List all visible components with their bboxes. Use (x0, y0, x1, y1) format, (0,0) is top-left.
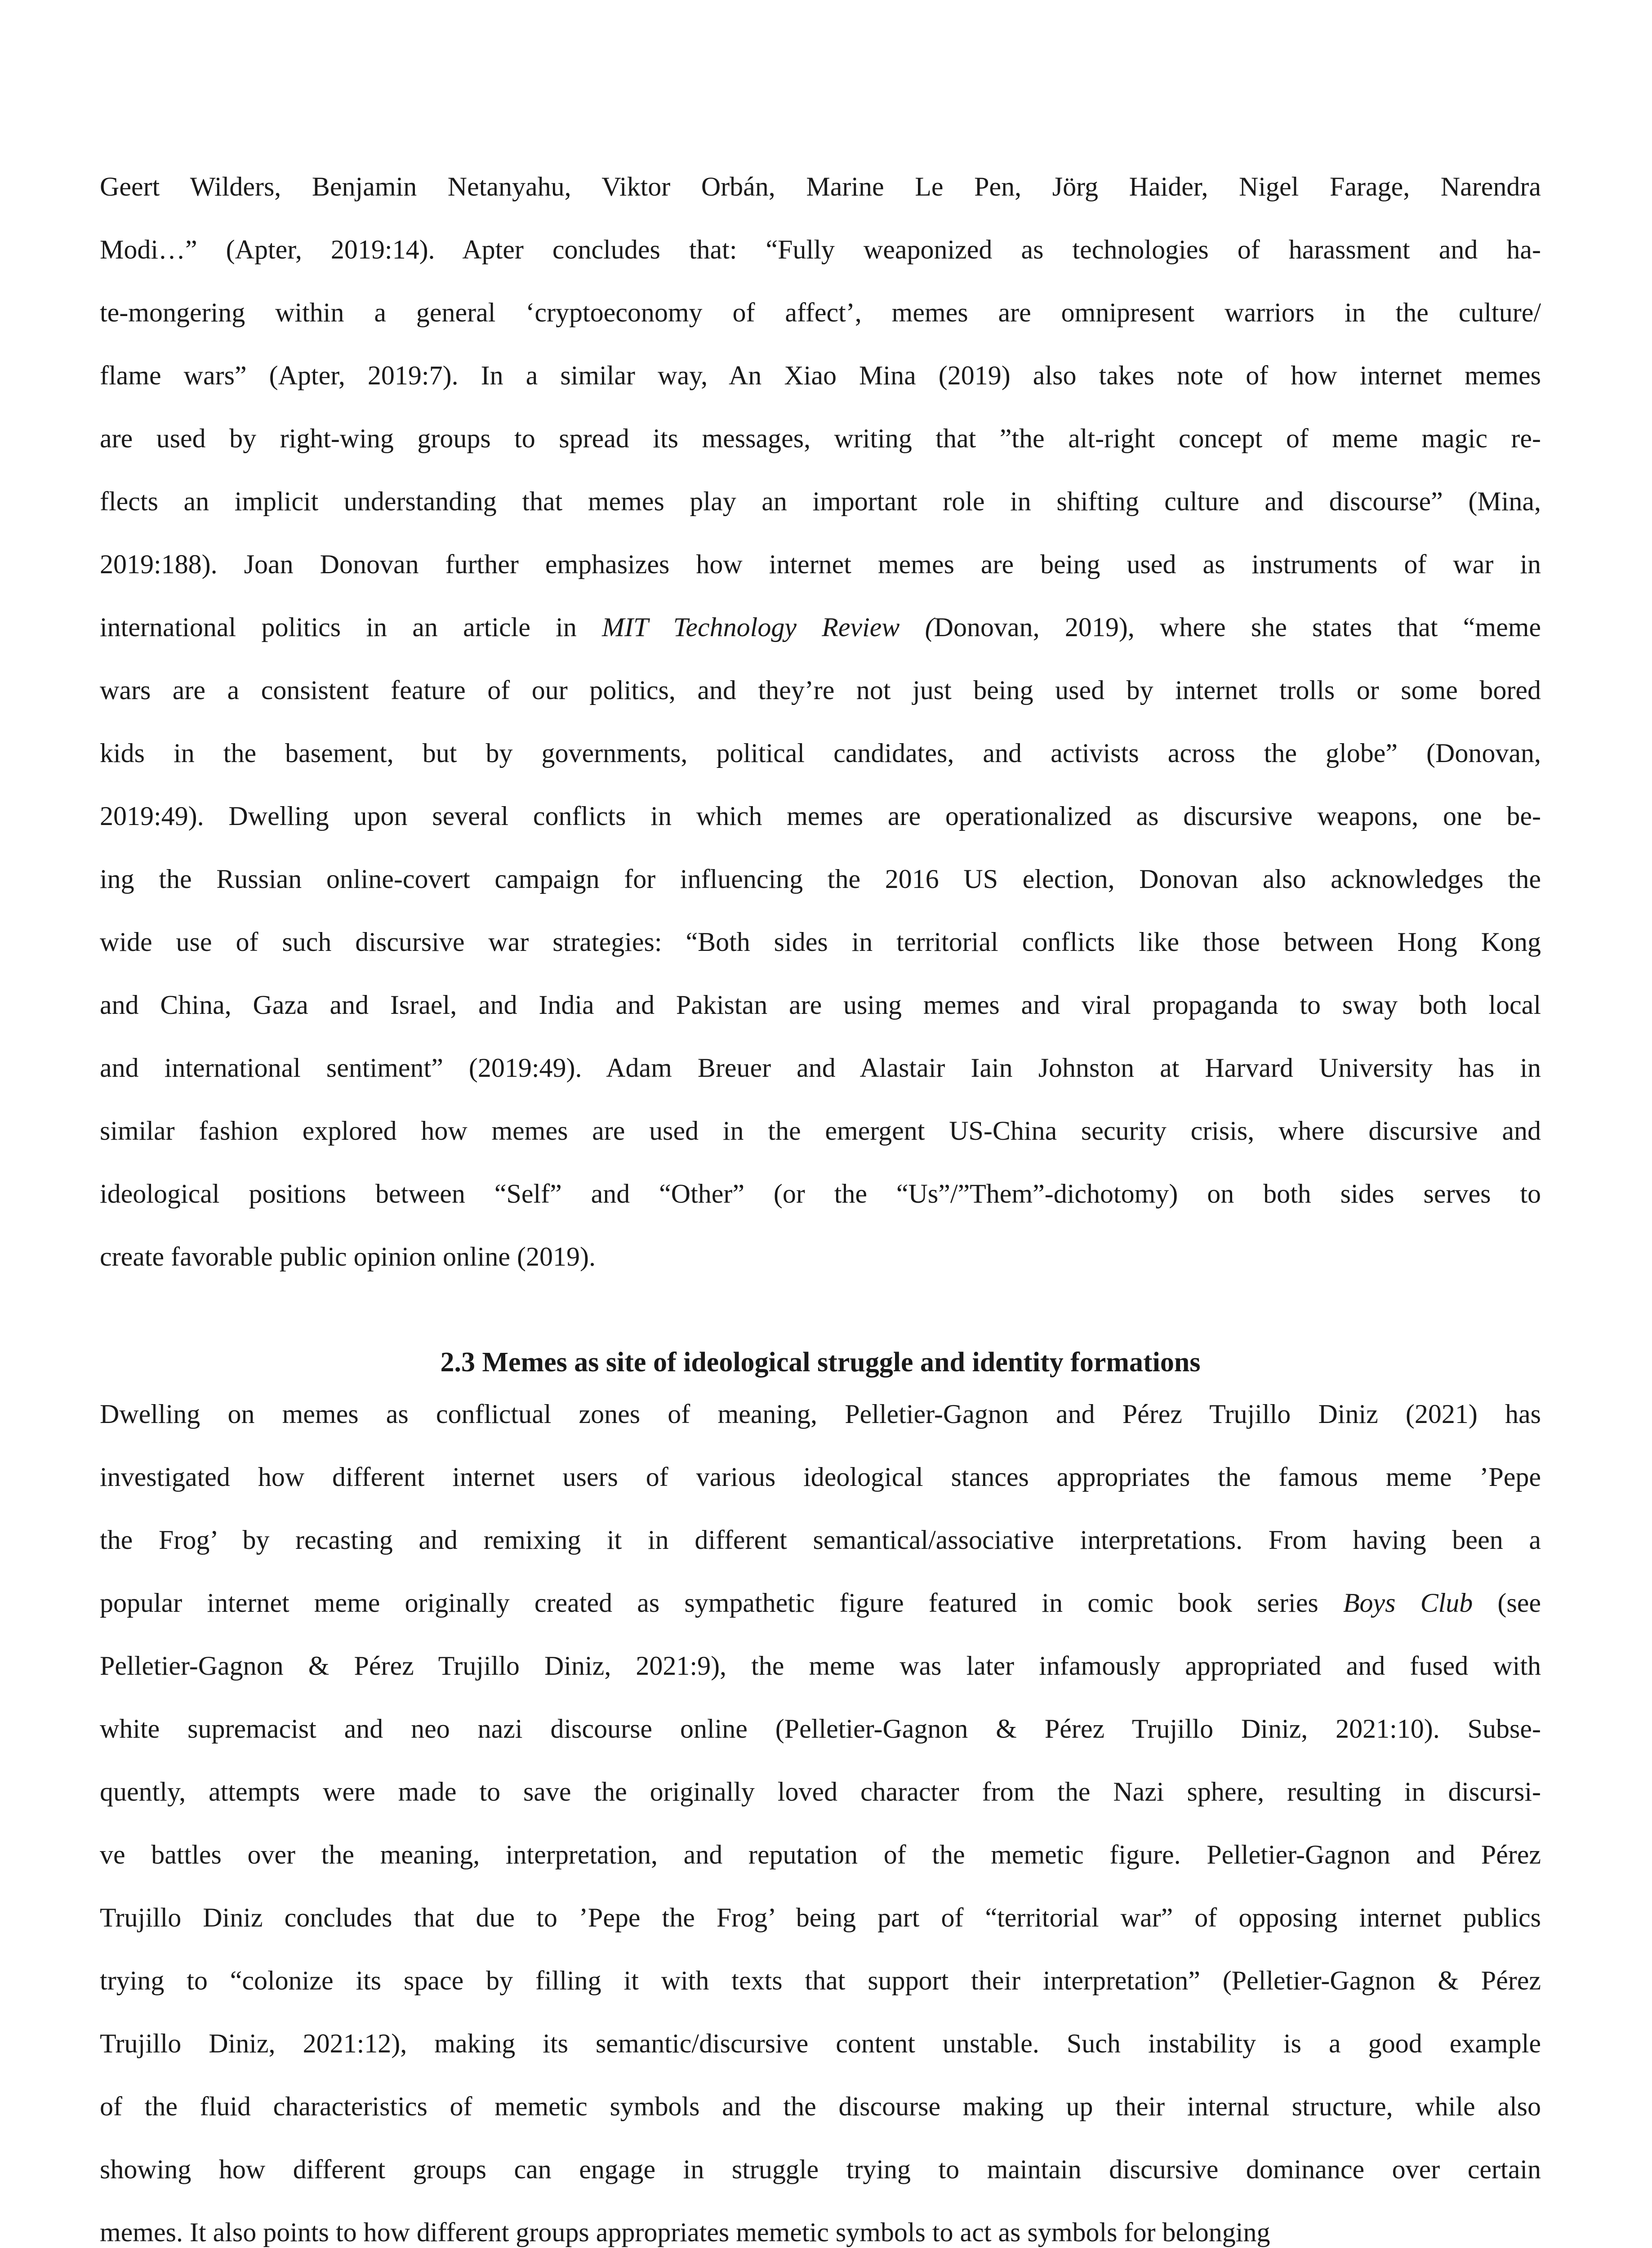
text-line: create favorable public opinion online (2019). (100, 1242, 596, 1271)
text-line: 2019:49). Dwelling upon several conflicts in which memes are operationalized as discursive weapons, one be- (100, 801, 1541, 831)
text-line: Modi…” (Apter, 2019:14). Apter concludes that: “Fully weaponized as technologies of harassment and ha- (100, 235, 1541, 264)
text-line: kids in the basement, but by governments, political candidates, and activists across the globe” (Donovan, (100, 738, 1541, 768)
text-line: popular internet meme originally created as sympathetic figure featured in comic book series Boys Club (see (100, 1588, 1541, 1618)
text-line: wars are a consistent feature of our politics, and they’re not just being used by internet trolls or some bored (100, 675, 1541, 705)
text-line: Geert Wilders, Benjamin Netanyahu, Viktor Orbán, Marine Le Pen, Jörg Haider, Nigel Farage, Narendra (100, 172, 1541, 201)
text-line: Trujillo Diniz concludes that due to ’Pepe the Frog’ being part of “territorial war” of opposing internet publics (100, 1903, 1541, 1932)
text-line: flame wars” (Apter, 2019:7). In a similar way, An Xiao Mina (2019) also takes note of how internet memes (100, 361, 1541, 390)
text-line: ing the Russian online-covert campaign for influencing the 2016 US election, Donovan also acknowledges the (100, 864, 1541, 894)
section-heading: 2.3 Memes as site of ideological struggle and identity formations (440, 1347, 1201, 1378)
body-paragraph-1 (100, 155, 1541, 1288)
text-line: memes. It also points to how different groups appropriates memetic symbols to act as symbols for belonging (100, 2217, 1270, 2247)
text-line: ideological positions between “Self” and “Other” (or the “Us”/”Them”-dichotomy) on both sides serves to (100, 1179, 1541, 1209)
text-line: similar fashion explored how memes are used in the emergent US-China security crisis, where discursive and (100, 1116, 1541, 1146)
text-line: investigated how different internet users of various ideological stances appropriates the famous meme ’Pepe (100, 1462, 1541, 1492)
text-line: ve battles over the meaning, interpretation, and reputation of the memetic figure. Pelletier-Gagnon and Pérez (100, 1840, 1541, 1869)
text-line: wide use of such discursive war strategies: “Both sides in territorial conflicts like those between Hong Kong (100, 927, 1541, 957)
text-line: 2019:188). Joan Donovan further emphasizes how internet memes are being used as instruments of war in (100, 549, 1541, 579)
body-paragraph-2 (100, 1383, 1541, 2248)
text-line: flects an implicit understanding that memes play an important role in shifting culture and discourse” (Mina, (100, 486, 1541, 516)
text-line: are used by right-wing groups to spread its messages, writing that ”the alt-right concept of meme magic re- (100, 424, 1541, 453)
text-line: Trujillo Diniz, 2021:12), making its semantic/discursive content unstable. Such instability is a good example (100, 2029, 1541, 2058)
text-line: showing how different groups can engage in struggle trying to maintain discursive dominance over certain (100, 2154, 1541, 2184)
text-line: and international sentiment” (2019:49). Adam Breuer and Alastair Iain Johnston at Harvard University has in (100, 1053, 1541, 1083)
text-line: Dwelling on memes as conflictual zones of meaning, Pelletier-Gagnon and Pérez Trujillo Diniz (2021) has (100, 1399, 1541, 1429)
text-line: of the fluid characteristics of memetic symbols and the discourse making up their internal structure, while also (100, 2092, 1541, 2121)
text-line: white supremacist and neo nazi discourse online (Pelletier-Gagnon & Pérez Trujillo Diniz, 2021:10). Subse- (100, 1714, 1541, 1744)
text-line: quently, attempts were made to save the originally loved character from the Nazi sphere, resulting in discursi- (100, 1777, 1541, 1806)
text-line: trying to “colonize its space by filling it with texts that support their interpretation” (Pelletier-Gagnon & Pérez (100, 1966, 1541, 1995)
text-line: te-mongering within a general ‘cryptoeconomy of affect’, memes are omnipresent warriors in the culture/ (100, 298, 1541, 327)
text-line: international politics in an article in MIT Technology Review (Donovan, 2019), where she states that “meme (100, 612, 1541, 642)
text-line: and China, Gaza and Israel, and India and Pakistan are using memes and viral propaganda to sway both local (100, 990, 1541, 1020)
text-line: Pelletier-Gagnon & Pérez Trujillo Diniz, 2021:9), the meme was later infamously appropriated and fused with (100, 1651, 1541, 1681)
text-line: the Frog’ by recasting and remixing it in different semantical/associative interpretations. From having been a (100, 1525, 1541, 1555)
